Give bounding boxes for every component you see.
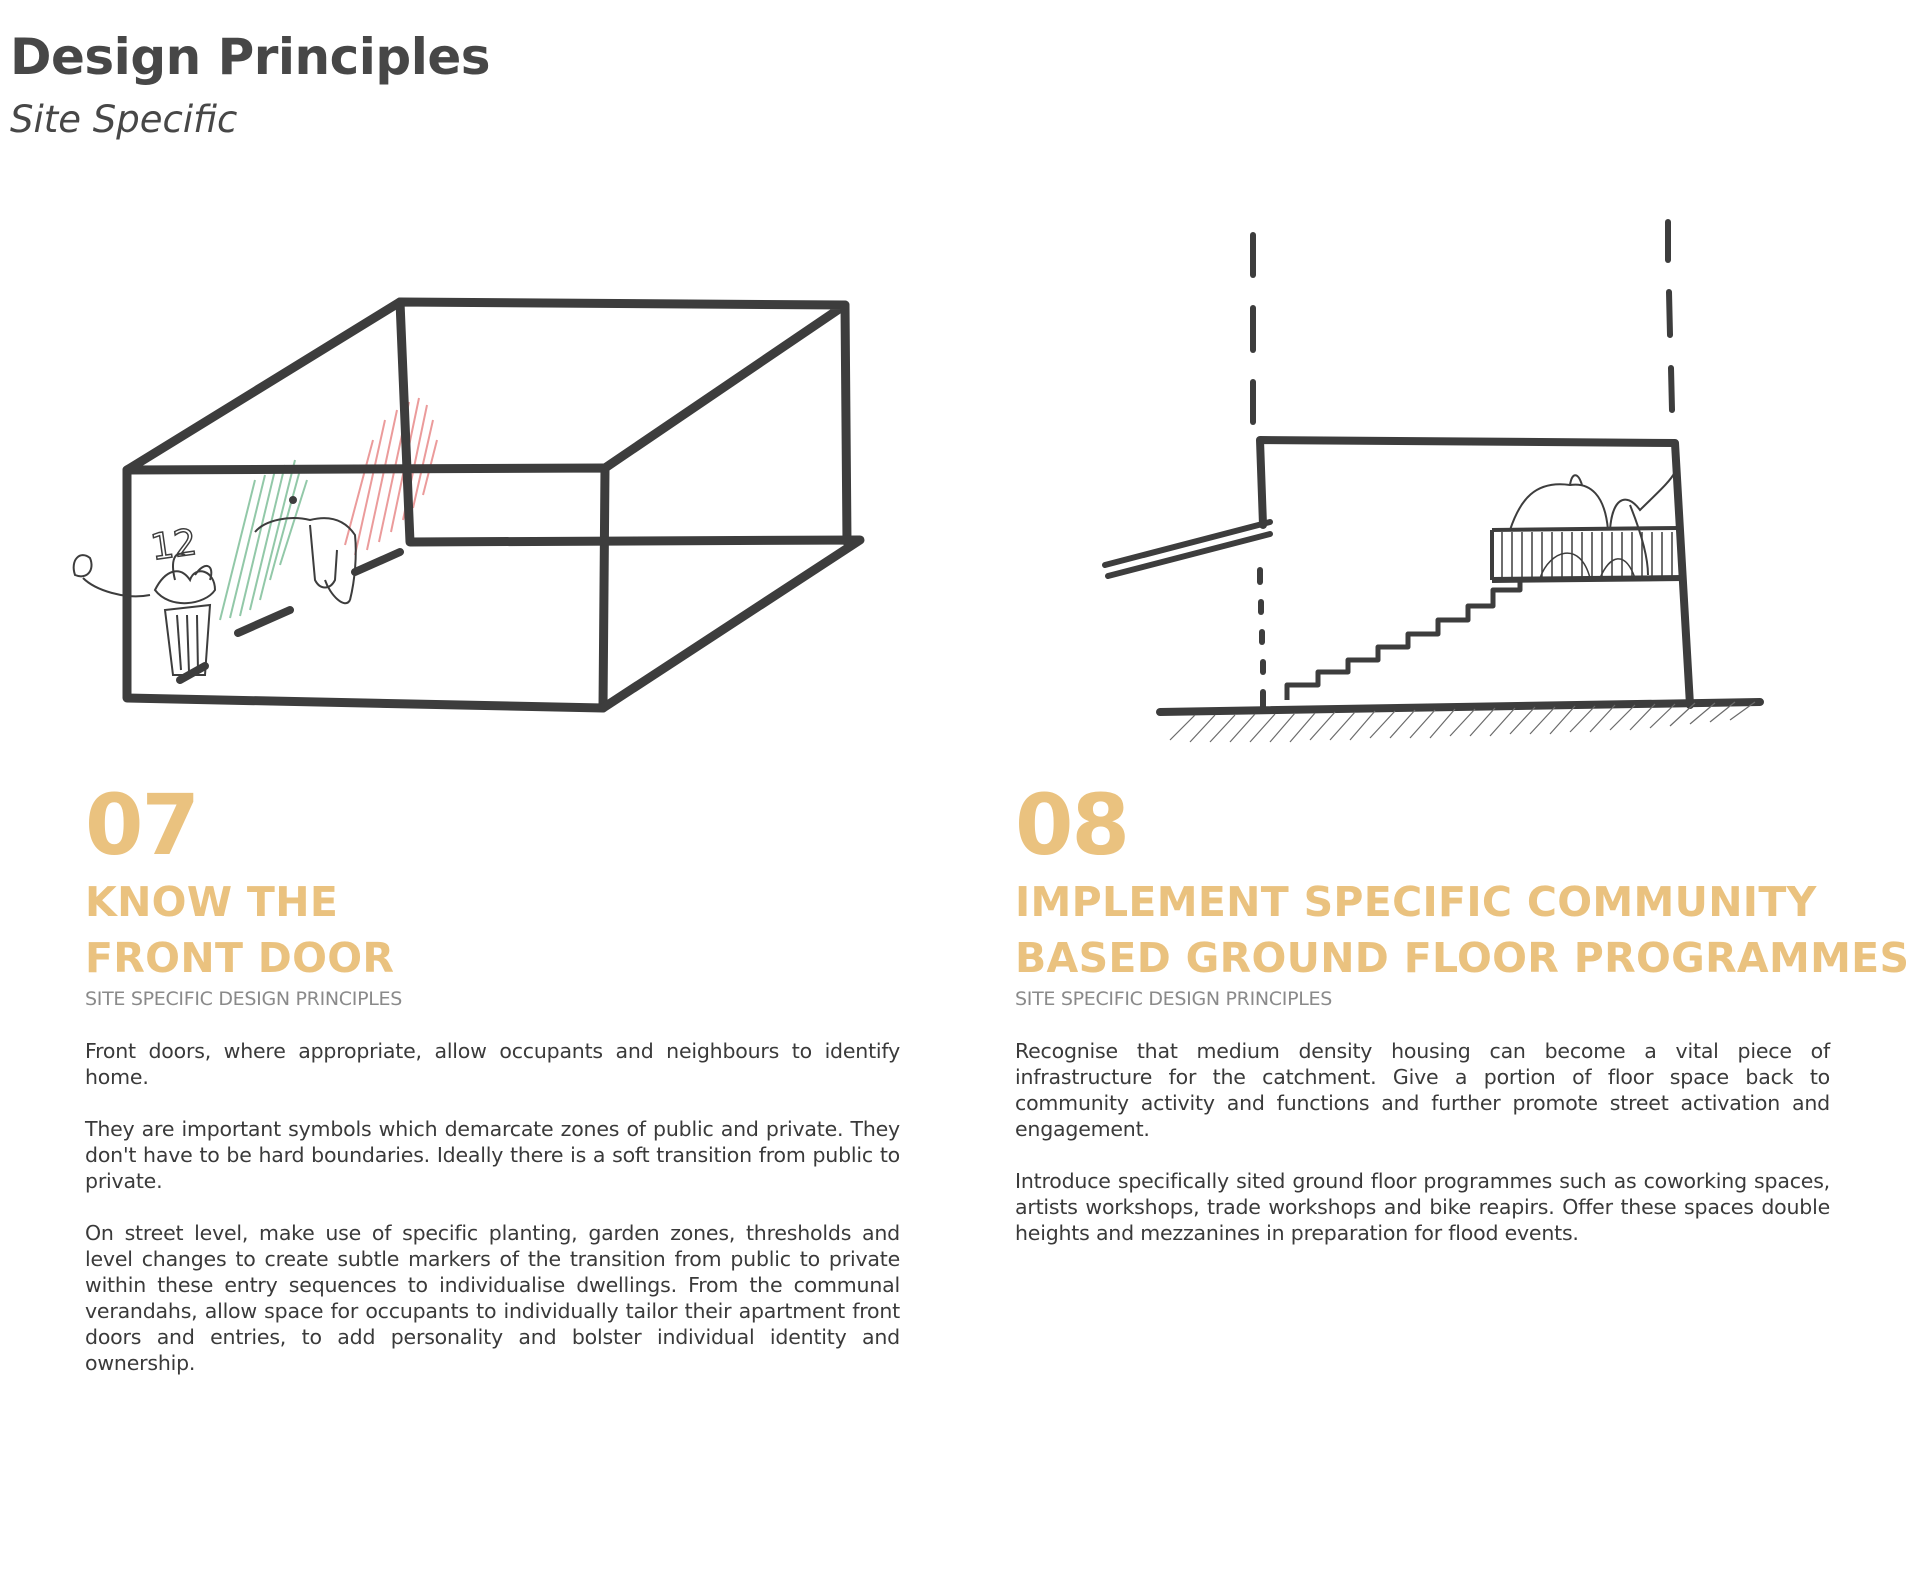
body-paragraph: They are important symbols which demarcate zones of public and private. They don't have to be hard boundaries. Ideally there is a soft transition from public to private. bbox=[85, 1117, 900, 1193]
principle-tag: SITE SPECIFIC DESIGN PRINCIPLES bbox=[85, 988, 402, 1010]
heading-line-1: KNOW THE bbox=[85, 878, 339, 926]
box-frame bbox=[127, 302, 860, 708]
principle-body bbox=[85, 1038, 900, 1376]
mezzanine bbox=[1492, 472, 1683, 580]
body-paragraph: Front doors, where appropriate, allow occupants and neighbours to identify home. bbox=[85, 1039, 900, 1089]
body-paragraph: Introduce specifically sited ground floor programmes such as coworking spaces, artists workshops, trade workshops and bike reapirs. Offer these spaces double heights and mezzanines in preparation for flood events. bbox=[1015, 1169, 1830, 1245]
principle-number: 07 bbox=[85, 776, 198, 874]
principle-heading bbox=[1015, 874, 1910, 986]
body-paragraph: On street level, make use of specific planting, garden zones, thresholds and level changes to create subtle markers of the transition from public to private within these entry sequences to individualise dwellings. From the communal verandahs, allow space for occupants to individually tailor their apartment front doors and entries, to add personality and bolster individual identity and ownership. bbox=[85, 1221, 900, 1375]
heading-line-2: BASED GROUND FLOOR PROGRAMMES bbox=[1015, 934, 1910, 982]
principle-heading bbox=[85, 874, 900, 986]
dashed-height-lines bbox=[1253, 222, 1672, 710]
canopy bbox=[1105, 522, 1270, 576]
stairs bbox=[1287, 578, 1520, 700]
heading-line-1: IMPLEMENT SPECIFIC COMMUNITY bbox=[1015, 878, 1817, 926]
door-hatch-green bbox=[220, 460, 307, 620]
mezzanine-section-sketch bbox=[1100, 210, 1780, 770]
page-subtitle: Site Specific bbox=[10, 98, 238, 141]
page-title: Design Principles bbox=[10, 28, 491, 86]
house-number: 12 bbox=[148, 521, 200, 569]
body-paragraph: Recognise that medium density housing can become a vital piece of infrastructure for the catchment. Give a portion of floor space back to community activity and functions and further promote street activation and engagement. bbox=[1015, 1039, 1830, 1141]
principle-tag: SITE SPECIFIC DESIGN PRINCIPLES bbox=[1015, 988, 1332, 1010]
dog-figure bbox=[255, 497, 356, 603]
door-hatch-red bbox=[345, 398, 437, 555]
principle-08 bbox=[1015, 776, 1910, 1272]
planter-sketch bbox=[74, 554, 215, 675]
heading-line-2: FRONT DOOR bbox=[85, 934, 395, 982]
front-door-sketch bbox=[55, 280, 885, 740]
principle-number: 08 bbox=[1015, 776, 1128, 874]
principle-body bbox=[1015, 1038, 1830, 1246]
principle-07 bbox=[85, 776, 900, 1402]
door-threshold bbox=[180, 552, 400, 680]
